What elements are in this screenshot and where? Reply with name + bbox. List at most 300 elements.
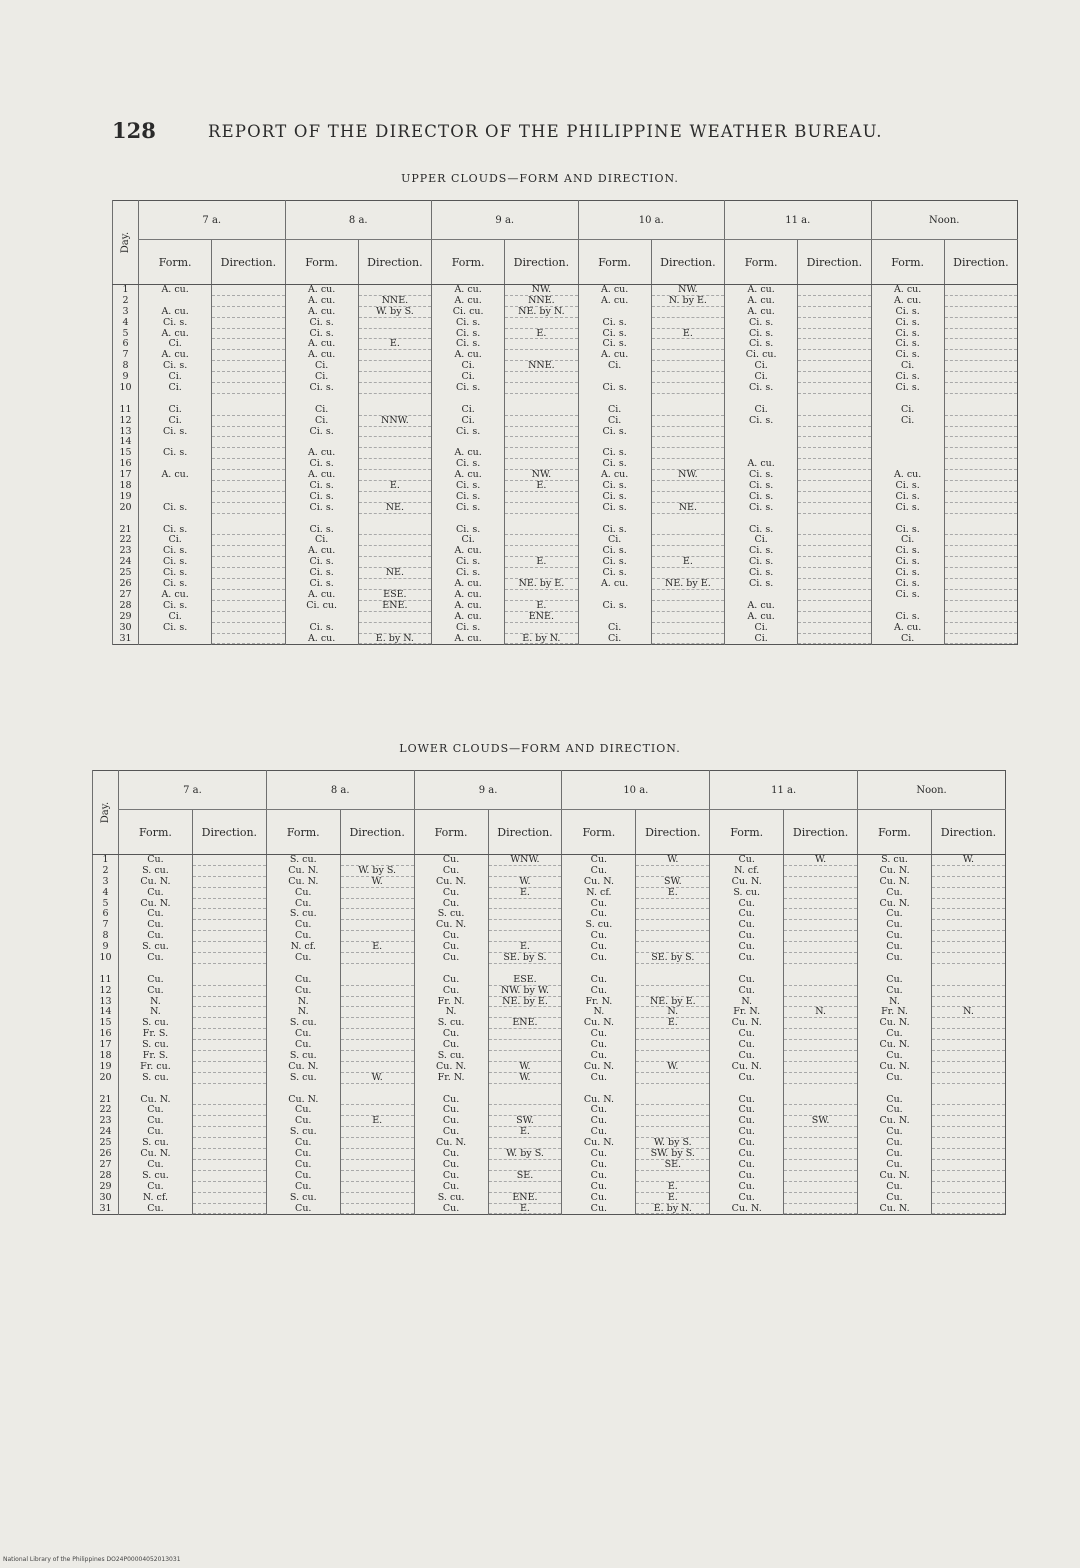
form-cell: Cu.	[147, 973, 164, 985]
direction-cell	[193, 953, 266, 964]
form-cell: Ci.	[168, 338, 182, 350]
form-cell: Ci. s.	[895, 610, 920, 622]
direction-cell: E.	[359, 339, 431, 350]
direction-header: Direction.	[488, 810, 562, 855]
form-header: Form.	[578, 240, 651, 285]
time-header: 10 a.	[562, 771, 710, 810]
direction-cell	[193, 1040, 266, 1051]
direction-cell	[652, 372, 724, 383]
form-cell: Ci.	[461, 371, 475, 383]
day-number: 28	[99, 1169, 112, 1181]
direction-cell	[784, 931, 857, 942]
form-cell: S. cu.	[289, 1191, 317, 1203]
direction-cell	[932, 866, 1005, 877]
direction-cell	[505, 492, 577, 503]
direction-cell	[945, 590, 1017, 601]
day-number: 4	[102, 886, 109, 898]
form-cell: Cu. N.	[583, 1093, 614, 1105]
form-cell: Cu.	[738, 908, 755, 920]
direction-cell	[784, 1171, 857, 1182]
direction-cell	[341, 975, 414, 986]
direction-cell: E.	[505, 329, 577, 340]
day-number: 4	[122, 316, 129, 328]
direction-cell	[784, 1073, 857, 1084]
time-header: 7 a.	[119, 771, 267, 810]
direction-cell	[636, 1040, 709, 1051]
form-cell: Fr. S.	[142, 1028, 169, 1040]
form-column	[562, 855, 636, 1215]
direction-cell	[193, 1062, 266, 1073]
form-cell: Ci. s.	[163, 578, 188, 590]
direction-cell	[212, 612, 284, 623]
direction-cell	[798, 590, 870, 601]
form-cell: S. cu.	[289, 1050, 317, 1062]
day-number: 25	[119, 567, 132, 579]
form-cell: A. cu.	[307, 338, 336, 350]
form-cell: Ci. s.	[309, 480, 334, 492]
form-cell: Fr. N.	[881, 1006, 908, 1018]
form-cell: Cu. N.	[436, 919, 467, 931]
form-column	[119, 855, 193, 1215]
direction-cell: NW.	[505, 470, 577, 481]
direction-cell	[193, 899, 266, 910]
direction-column	[505, 285, 578, 645]
direction-cell	[505, 503, 577, 514]
direction-cell	[212, 296, 284, 307]
direction-cell: NE.	[652, 503, 724, 514]
direction-cell: E.	[341, 942, 414, 953]
direction-header: Direction.	[340, 810, 414, 855]
direction-cell: W.	[341, 1073, 414, 1084]
direction-cell	[784, 986, 857, 997]
direction-column	[636, 855, 710, 1215]
direction-cell	[341, 1095, 414, 1106]
form-cell: Ci. s.	[749, 545, 774, 557]
direction-cell	[636, 1029, 709, 1040]
direction-cell	[798, 568, 870, 579]
form-cell: Ci. s.	[309, 621, 334, 633]
direction-cell	[932, 1073, 1005, 1084]
form-cell: Ci.	[314, 534, 329, 546]
form-cell: A. cu.	[600, 469, 629, 481]
direction-cell	[193, 942, 266, 953]
direction-cell	[784, 1051, 857, 1062]
direction-cell	[652, 535, 724, 546]
direction-cell	[798, 416, 870, 427]
direction-cell: SW.	[489, 1116, 562, 1127]
direction-cell	[932, 1138, 1005, 1149]
form-cell: Ci.	[314, 371, 329, 383]
direction-cell: NE. by E.	[489, 997, 562, 1008]
form-cell: Cu.	[442, 1126, 460, 1138]
form-cell: Cu.	[738, 1028, 755, 1040]
direction-cell: NNE.	[359, 296, 431, 307]
form-cell: Ci.	[314, 360, 329, 372]
direction-cell	[945, 437, 1017, 448]
page-number: 128	[112, 118, 156, 143]
day-number: 2	[102, 864, 109, 876]
form-cell: A. cu.	[307, 545, 336, 557]
form-column	[578, 285, 651, 645]
form-cell: Cu. N.	[879, 1169, 910, 1181]
form-cell: Ci. s.	[456, 567, 481, 579]
direction-cell	[505, 416, 577, 427]
form-cell: Cu.	[738, 1093, 755, 1105]
direction-cell: E.	[505, 601, 577, 612]
form-cell: Cu.	[590, 1158, 608, 1170]
form-cell: Ci. s.	[602, 523, 627, 535]
day-number: 20	[119, 501, 132, 513]
form-cell: A. cu.	[307, 588, 336, 600]
time-header-row	[93, 771, 1006, 810]
form-cell: Cu.	[147, 908, 164, 920]
form-cell: Cu.	[738, 1137, 755, 1149]
form-cell: Ci. s.	[749, 567, 774, 579]
form-cell: A. cu.	[454, 447, 482, 459]
direction-cell	[193, 1149, 266, 1160]
form-cell: Ci.	[900, 632, 915, 644]
form-cell: Cu.	[738, 1180, 755, 1192]
direction-cell	[652, 437, 724, 448]
day-number: 16	[119, 458, 132, 470]
form-cell: Cu. N.	[583, 1137, 614, 1149]
direction-cell: NW. by W.	[489, 986, 562, 997]
form-cell: Fr. S.	[142, 1050, 169, 1062]
form-cell: A. cu.	[747, 284, 775, 295]
form-cell: Cu. N.	[879, 875, 910, 887]
form-cell: Cu.	[442, 1202, 460, 1214]
form-cell: Cu.	[590, 973, 608, 985]
form-cell: Ci. s.	[456, 316, 481, 328]
direction-cell	[212, 361, 284, 372]
direction-cell	[945, 492, 1017, 503]
form-cell: Ci. s.	[163, 316, 188, 328]
form-cell: A. cu.	[747, 610, 775, 622]
form-cell: A. cu.	[747, 458, 775, 470]
direction-cell	[193, 909, 266, 920]
form-cell: Ci. s.	[163, 425, 188, 437]
direction-cell	[212, 601, 284, 612]
day-header	[113, 201, 139, 285]
direction-cell	[945, 307, 1017, 318]
direction-cell	[636, 899, 709, 910]
form-cell: Cu.	[442, 854, 460, 865]
direction-cell	[784, 1204, 857, 1215]
form-cell: Cu.	[295, 1158, 312, 1170]
form-cell: Ci. s.	[749, 338, 774, 350]
direction-cell	[798, 579, 870, 590]
direction-cell	[784, 1160, 857, 1171]
direction-cell	[798, 339, 870, 350]
direction-cell	[212, 307, 284, 318]
direction-cell	[932, 942, 1005, 953]
day-number: 19	[119, 490, 132, 502]
form-cell: Ci.	[607, 621, 622, 633]
form-cell: Ci.	[607, 414, 622, 426]
form-cell: Ci. s.	[895, 588, 920, 600]
form-cell: A. cu.	[747, 294, 775, 306]
direction-cell	[212, 634, 284, 645]
form-cell: Cu.	[590, 930, 608, 942]
form-cell: Cu.	[147, 1180, 164, 1192]
direction-cell: ESE.	[489, 975, 562, 986]
form-cell: Cu.	[886, 1148, 903, 1160]
direction-cell: ENE.	[489, 1018, 562, 1029]
form-cell: N.	[297, 1006, 309, 1018]
form-cell: Cu.	[886, 984, 903, 996]
direction-cell	[636, 909, 709, 920]
direction-cell	[652, 427, 724, 438]
form-cell: Ci. s.	[163, 567, 188, 579]
direction-cell	[193, 1193, 266, 1204]
direction-cell	[932, 1204, 1005, 1215]
direction-cell	[341, 953, 414, 964]
form-cell: Cu.	[295, 952, 312, 964]
form-cell: Ci.	[754, 360, 768, 372]
form-cell: Ci. s.	[309, 458, 334, 470]
form-cell: Ci. s.	[895, 578, 920, 590]
direction-cell	[193, 1171, 266, 1182]
direction-cell	[932, 1160, 1005, 1171]
direction-cell	[212, 546, 284, 557]
direction-cell	[945, 459, 1017, 470]
form-cell: A. cu.	[454, 349, 482, 361]
form-column	[414, 855, 488, 1215]
direction-cell	[193, 1138, 266, 1149]
direction-cell	[945, 568, 1017, 579]
form-cell: Cu. N.	[288, 1060, 319, 1072]
direction-cell	[359, 525, 431, 536]
direction-cell	[945, 470, 1017, 481]
footer-note: National Library of the Philippines DO24P00004052013031	[3, 1556, 181, 1563]
day-number: 3	[102, 875, 109, 887]
direction-cell	[212, 383, 284, 394]
direction-cell	[505, 339, 577, 350]
direction-column	[358, 285, 431, 645]
form-cell: Cu.	[590, 1191, 608, 1203]
form-cell: Ci. s.	[602, 599, 627, 611]
form-cell: Cu. N.	[731, 1060, 762, 1072]
direction-cell	[798, 557, 870, 568]
form-cell: Cu.	[886, 886, 903, 898]
direction-cell	[636, 1105, 709, 1116]
direction-cell	[505, 372, 577, 383]
form-cell: Cu. N.	[879, 864, 910, 876]
form-cell: A. cu.	[893, 284, 922, 295]
day-number: 26	[99, 1148, 112, 1160]
direction-cell	[798, 350, 870, 361]
form-cell: Ci.	[168, 403, 182, 415]
direction-cell: SW.	[636, 877, 709, 888]
direction-cell	[652, 339, 724, 350]
form-cell: Cu.	[886, 1093, 903, 1105]
form-cell: Cu.	[886, 908, 903, 920]
direction-cell	[193, 1116, 266, 1127]
direction-cell	[932, 1149, 1005, 1160]
direction-cell	[193, 1204, 266, 1215]
form-cell: Cu.	[442, 1028, 460, 1040]
form-cell: Ci. s.	[456, 480, 481, 492]
direction-cell: NE. by E.	[636, 997, 709, 1008]
form-cell: Ci. s.	[749, 327, 774, 339]
direction-cell	[945, 612, 1017, 623]
form-cell: A. cu.	[600, 349, 629, 361]
form-cell: Ci. s.	[309, 567, 334, 579]
direction-cell	[505, 623, 577, 634]
form-cell: Cu.	[442, 1104, 460, 1116]
direction-cell	[798, 492, 870, 503]
form-cell: Ci. s.	[749, 556, 774, 568]
direction-cell	[193, 1029, 266, 1040]
form-cell: Ci. s.	[895, 501, 920, 513]
form-cell: Cu. N.	[583, 875, 614, 887]
direction-cell	[932, 1062, 1005, 1073]
direction-cell	[945, 557, 1017, 568]
direction-cell	[784, 1138, 857, 1149]
direction-cell	[784, 920, 857, 931]
direction-cell	[945, 318, 1017, 329]
day-header-label: Day.	[119, 231, 131, 254]
direction-cell	[945, 285, 1017, 296]
form-cell: Cu.	[738, 1071, 755, 1083]
form-cell: Cu.	[442, 1039, 460, 1051]
form-cell: Ci. s.	[309, 327, 334, 339]
time-header: Noon.	[871, 201, 1018, 240]
direction-cell: E.	[636, 888, 709, 899]
form-cell: Cu.	[738, 1050, 755, 1062]
direction-cell	[636, 986, 709, 997]
form-column	[285, 285, 358, 645]
form-cell: Cu.	[886, 1191, 903, 1203]
form-cell: Ci. s.	[602, 382, 627, 394]
data-row	[113, 285, 1018, 645]
direction-cell	[193, 975, 266, 986]
direction-cell	[932, 975, 1005, 986]
direction-cell	[193, 888, 266, 899]
direction-cell	[193, 855, 266, 866]
form-cell: A. cu.	[893, 469, 922, 481]
form-cell: Ci.	[314, 403, 329, 415]
day-number: 15	[99, 1017, 112, 1029]
direction-cell	[652, 612, 724, 623]
direction-cell	[212, 318, 284, 329]
direction-cell: SE. by S.	[636, 953, 709, 964]
form-cell: Cu.	[442, 897, 460, 909]
direction-cell	[193, 1105, 266, 1116]
upper-clouds-table	[112, 200, 1018, 645]
form-cell: Cu.	[590, 1039, 608, 1051]
day-header-label: Day.	[99, 801, 111, 824]
form-header: Form.	[725, 240, 798, 285]
form-cell: Cu.	[295, 1115, 312, 1127]
form-cell: Cu. N.	[436, 1060, 467, 1072]
direction-cell: E. by N.	[359, 634, 431, 645]
form-cell: Ci.	[607, 403, 622, 415]
direction-cell	[341, 1171, 414, 1182]
form-cell: Cu.	[295, 1039, 312, 1051]
form-cell: Cu.	[590, 1028, 608, 1040]
direction-cell	[798, 481, 870, 492]
form-cell: Ci. s.	[602, 567, 627, 579]
direction-cell: E.	[652, 329, 724, 340]
direction-cell	[359, 372, 431, 383]
form-cell: Cu.	[147, 854, 164, 865]
form-cell: S. cu.	[289, 1017, 317, 1029]
form-cell: Cu.	[590, 1115, 608, 1127]
form-cell: Ci. s.	[163, 556, 188, 568]
direction-cell: NE. by E.	[505, 579, 577, 590]
direction-column	[212, 285, 285, 645]
direction-cell	[193, 931, 266, 942]
form-cell: S. cu.	[142, 1039, 169, 1051]
direction-header: Direction.	[636, 810, 710, 855]
direction-cell	[341, 1193, 414, 1204]
direction-cell	[193, 1160, 266, 1171]
direction-cell	[193, 1051, 266, 1062]
direction-cell	[212, 568, 284, 579]
day-number: 30	[99, 1191, 112, 1203]
form-cell: Ci.	[607, 360, 622, 372]
direction-cell	[636, 931, 709, 942]
form-cell: A. cu.	[307, 284, 336, 295]
direction-cell	[505, 535, 577, 546]
direction-cell	[798, 503, 870, 514]
form-cell: Cu.	[147, 1158, 164, 1170]
direction-cell: ENE.	[359, 601, 431, 612]
direction-cell	[341, 920, 414, 931]
direction-cell	[798, 383, 870, 394]
direction-cell	[945, 546, 1017, 557]
form-cell: Ci. s.	[163, 621, 188, 633]
form-cell: Ci. s.	[895, 349, 920, 361]
form-cell: N.	[150, 995, 161, 1007]
day-number: 24	[119, 556, 132, 568]
form-cell: Cu. N.	[879, 1202, 910, 1214]
form-column	[725, 285, 798, 645]
form-cell: A. cu.	[161, 588, 189, 600]
form-cell: Cu.	[590, 984, 608, 996]
direction-cell	[945, 329, 1017, 340]
direction-cell	[341, 1138, 414, 1149]
form-cell: Cu. N.	[731, 875, 762, 887]
direction-cell	[784, 1193, 857, 1204]
form-cell: Cu.	[886, 1050, 903, 1062]
form-cell: Cu.	[295, 1028, 312, 1040]
form-cell: Fr. N.	[585, 995, 613, 1007]
direction-cell	[341, 888, 414, 899]
direction-cell	[932, 1051, 1005, 1062]
page-header	[112, 118, 942, 158]
form-cell: Cu.	[886, 1137, 903, 1149]
day-number: 19	[99, 1060, 112, 1072]
direction-cell: E.	[505, 481, 577, 492]
direction-cell	[341, 1127, 414, 1138]
sub-header-row	[113, 240, 1018, 285]
direction-cell	[212, 481, 284, 492]
form-cell: Cu.	[738, 973, 755, 985]
day-number: 28	[119, 599, 132, 611]
form-cell: Fr. cu.	[140, 1060, 171, 1072]
direction-cell	[945, 383, 1017, 394]
form-cell: Cu.	[738, 1126, 755, 1138]
direction-cell	[798, 525, 870, 536]
direction-cell	[652, 318, 724, 329]
form-cell: Cu.	[147, 886, 164, 898]
form-cell: N.	[741, 995, 753, 1007]
form-cell: Ci. s.	[309, 501, 334, 513]
form-cell: Cu.	[295, 1104, 312, 1116]
form-header: Form.	[139, 240, 212, 285]
